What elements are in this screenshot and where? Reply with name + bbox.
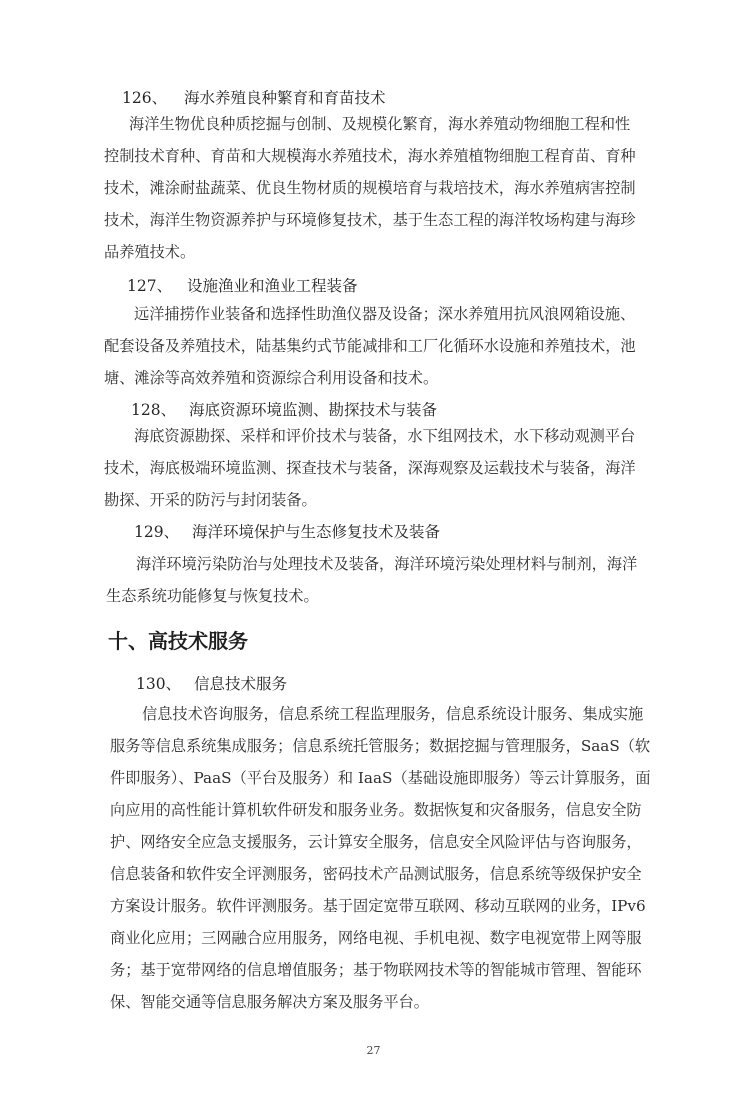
item-title: 信息技术服务 (194, 675, 288, 693)
paragraph-line: 技术，滩涂耐盐蔬菜、优良生物材质的规模培育与栽培技术，海水养殖病害控制 (104, 179, 636, 197)
item-129-heading (134, 522, 440, 542)
paragraph-line: 远洋捕捞作业装备和选择性助渔仪器及设备；深水养殖用抗风浪网箱设施、 (134, 305, 636, 323)
paragraph-line: 信息装备和软件安全评测服务，密码技术产品测试服务，信息系统等级保护安全 (110, 865, 642, 883)
paragraph-line: 信息技术咨询服务，信息系统工程监理服务，信息系统设计服务、集成实施 (142, 705, 644, 723)
paragraph-line: 务；基于宽带网络的信息增值服务；基于物联网技术等的智能城市管理、智能环 (110, 961, 642, 979)
item-title: 海底资源环境监测、勘探技术与装备 (189, 401, 438, 419)
item-127-body (104, 298, 670, 394)
paragraph-line: 生态系统功能修复与恢复技术。 (106, 587, 319, 605)
item-128-body (104, 420, 670, 516)
item-number: 127、 (127, 277, 173, 295)
paragraph-line: 商业化应用；三网融合应用服务，网络电视、手机电视、数字电视宽带上网等服 (110, 929, 642, 947)
item-number: 129、 (134, 523, 180, 541)
paragraph-line: 海洋环境污染防治与处理技术及装备，海洋环境污染处理材料与制剂，海洋 (136, 555, 638, 573)
item-126-heading (122, 88, 386, 108)
paragraph-line: 技术，海底极端环境监测、探查技术与装备，深海观察及运载技术与装备，海洋 (104, 459, 636, 477)
item-title: 海水养殖良种繁育和育苗技术 (184, 89, 386, 107)
item-129-body (106, 548, 672, 612)
paragraph-line: 件即服务）、PaaS（平台及服务）和 IaaS（基础设施即服务）等云计算服务，面 (110, 769, 651, 787)
paragraph-line: 勘探、开采的防污与封闭装备。 (104, 491, 317, 509)
paragraph-line: 控制技术育种、育苗和大规模海水养殖技术，海水养殖植物细胞工程育苗、育种 (104, 147, 636, 165)
paragraph-line: 服务等信息系统集成服务；信息系统托管服务；数据挖掘与管理服务，SaaS（软 (110, 737, 651, 755)
page-number: 27 (366, 1044, 381, 1057)
paragraph-line: 海底资源勘探、采样和评价技术与装备，水下组网技术，水下移动观测平台 (134, 427, 636, 445)
paragraph-line: 海洋生物优良种质挖掘与创制、及规模化繁育，海水养殖动物细胞工程和性 (129, 115, 631, 133)
item-127-heading (127, 276, 358, 296)
item-title: 海洋环境保护与生态修复技术及装备 (192, 523, 441, 541)
item-number: 126、 (122, 89, 168, 107)
item-126-body (104, 108, 670, 268)
section-heading: 十、高技术服务 (108, 629, 248, 653)
paragraph-line: 配套设备及养殖技术，陆基集约式节能减排和工厂化循环水设施和养殖技术，池 (104, 337, 636, 355)
paragraph-line: 保、智能交通等信息服务解决方案及服务平台。 (110, 993, 429, 1011)
paragraph-line: 技术，海洋生物资源养护与环境修复技术，基于生态工程的海洋牧场构建与海珍 (104, 211, 636, 229)
item-number: 128、 (131, 401, 177, 419)
item-128-heading (131, 400, 437, 420)
item-130-body (110, 698, 676, 1018)
paragraph-line: 向应用的高性能计算机软件研发和服务业务。数据恢复和灾备服务，信息安全防 (110, 801, 642, 819)
paragraph-line: 方案设计服务。软件评测服务。基于固定宽带互联网、移动互联网的业务，IPv6 (110, 897, 646, 915)
item-number: 130、 (136, 675, 182, 693)
item-title: 设施渔业和渔业工程装备 (187, 277, 358, 295)
paragraph-line: 护、网络安全应急支援服务，云计算安全服务，信息安全风险评估与咨询服务， (110, 833, 642, 851)
item-130-heading (136, 674, 287, 694)
paragraph-line: 塘、滩涂等高效养殖和资源综合利用设备和技术。 (104, 369, 439, 387)
paragraph-line: 品养殖技术。 (104, 243, 196, 261)
